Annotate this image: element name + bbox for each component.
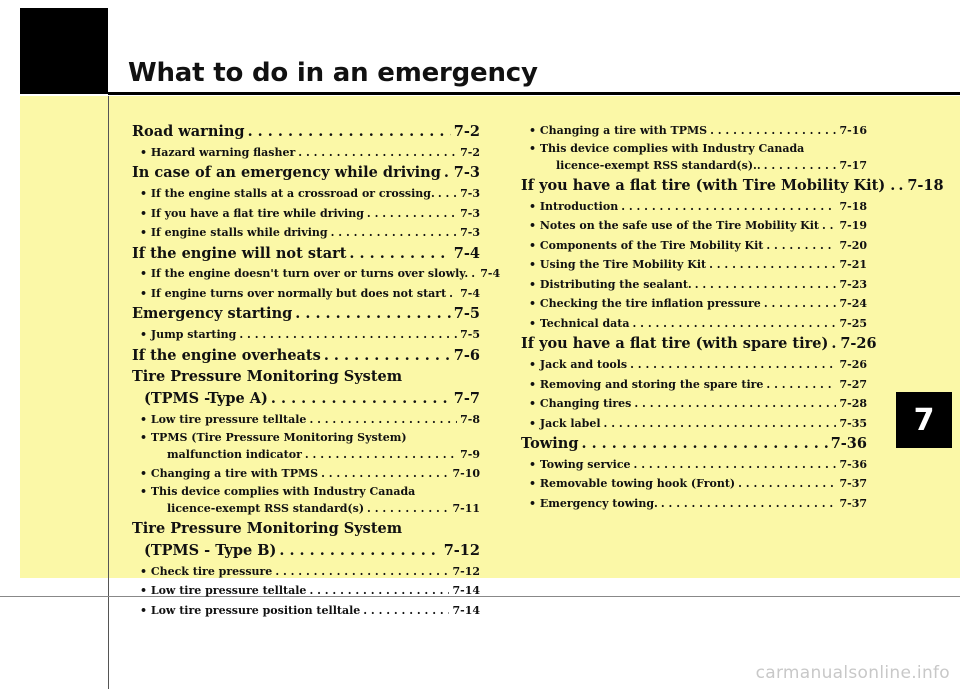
toc-page-number: 7-24 [839,297,867,311]
toc-subsection-entry[interactable] [132,284,480,304]
chapter-tab[interactable]: 7 [896,392,952,448]
dot-leader [766,375,836,395]
toc-page-number: 7-2 [460,145,480,159]
toc-page-number: 7-9 [460,447,480,461]
dot-leader [621,197,836,217]
toc-entry-label: • Hazard warning flasher [140,145,296,159]
toc-subsection-entry[interactable] [132,143,480,163]
toc-section-entry[interactable] [521,175,944,197]
toc-subsection-entry[interactable] [132,325,480,345]
toc-section-entry[interactable] [132,540,480,562]
toc-entry-label: • If engine stalls while driving [140,226,328,240]
dot-leader [449,284,457,304]
toc-subsection-entry[interactable] [132,581,480,601]
dot-leader [766,236,836,256]
toc-page-number: 7-27 [839,377,867,391]
dot-leader [248,121,451,143]
toc-entry-label: • Distributing the sealant. [529,277,692,291]
toc-page-number: 7-36 [830,435,867,453]
title-underline [108,92,960,95]
toc-page-number: 7-3 [460,187,480,201]
toc-entry-label: • Low tire pressure position telltale [140,603,361,617]
toc-page-number: 7-26 [839,358,867,372]
toc-subsection-entry[interactable] [521,121,867,141]
dot-leader [349,243,450,265]
toc-entry-label: • Emergency towing. [529,496,658,510]
dot-leader [581,433,827,455]
toc-page-number: 7-17 [839,158,867,172]
dot-leader [444,162,451,184]
toc-subsection-entry[interactable] [521,216,867,236]
toc-entry-label: • If the engine doesn't turn over or turns over slowly. [140,267,469,281]
toc-page-number: 7-2 [453,123,480,140]
toc-page-number: 7-12 [452,564,480,578]
dot-leader [309,581,449,601]
toc-subsection-entry[interactable] [521,455,867,475]
toc-page-number: 7-8 [460,413,480,427]
toc-page-number: 7-21 [839,258,867,272]
toc-page-number: 7-4 [480,267,501,281]
toc-entry-heading[interactable]: • This device complies with Industry Canada [140,484,416,498]
toc-subsection-entry[interactable] [132,562,480,582]
toc-entry-heading[interactable]: • This device complies with Industry Canada [529,141,805,155]
toc-page-number: 7-26 [840,335,877,353]
watermark: carmanualsonline.info [755,663,950,683]
toc-entry-label: • Removable towing hook (Front) [529,477,736,491]
toc-subsection-entry[interactable] [132,464,480,484]
toc-page-number: 7-28 [839,397,867,411]
toc-subsection-entry[interactable] [521,294,867,314]
toc-entry-label: (TPMS -Type A) [144,390,268,408]
toc-subsection-entry[interactable] [521,255,867,275]
toc-entry-label: licence-exempt RSS standard(s).. [556,158,761,172]
toc-entry-label: • Removing and storing the spare tire [529,377,764,391]
toc-section-entry[interactable] [132,345,480,367]
toc-section-entry[interactable] [132,388,480,410]
dot-leader [363,601,449,621]
dot-leader [279,540,440,562]
toc-entry-label: If you have a flat tire (with Tire Mobility Kit) . [521,177,896,194]
toc-entry-label: • Changing tires [529,397,632,411]
toc-subsection-entry[interactable] [521,156,867,176]
toc-subsection-entry[interactable] [521,355,867,375]
page-title: What to do in an emergency [128,58,538,88]
toc-page-number: 7-5 [460,328,480,342]
toc-page-number: 7-10 [452,467,480,481]
toc-subsection-entry[interactable] [521,474,867,494]
toc-entry-label: • Low tire pressure telltale [140,584,307,598]
toc-subsection-entry[interactable] [132,601,480,621]
toc-entry-label: • Check tire pressure [140,564,273,578]
dot-leader [295,303,451,325]
dot-leader [275,562,449,582]
dot-leader [331,223,458,243]
toc-page-number: 7-25 [839,316,867,330]
toc-entry-label: (TPMS - Type B) [144,541,277,559]
dot-leader [710,121,836,141]
toc-entry-label: • Technical data [529,316,630,330]
dot-leader [367,204,457,224]
toc-entry-heading[interactable]: • TPMS (Tire Pressure Monitoring System) [140,430,407,444]
toc-subsection-entry[interactable] [132,223,480,243]
toc-subsection-entry[interactable] [521,275,867,295]
toc-entry-heading[interactable]: Tire Pressure Monitoring System [132,520,403,538]
toc-entry-label: • Changing a tire with TPMS [529,124,708,137]
toc-entry-label: • Checking the tire inflation pressure [529,297,761,311]
dot-leader [634,394,836,414]
toc-entry-label: • Components of the Tire Mobility Kit [529,238,764,252]
dot-leader [271,388,451,410]
toc-entry-heading[interactable]: Tire Pressure Monitoring System [132,368,403,386]
dot-leader [764,294,837,314]
toc-page-number: 7-3 [453,164,480,182]
toc-entry-label: • Notes on the safe use of the Tire Mobility Kit [529,219,819,233]
toc-entry-label: Towing [521,435,579,453]
toc-page-number: 7-18 [907,177,944,194]
dot-leader [471,264,477,284]
toc-page-number: 7-6 [453,346,480,364]
dot-leader [321,464,449,484]
toc-entry-label: If the engine will not start [132,244,347,262]
toc-entry-label: malfunction indicator [167,447,302,461]
toc-page-number: 7-14 [452,603,480,617]
toc-subsection-entry[interactable] [521,375,867,395]
toc-subsection-entry[interactable] [132,204,480,224]
dot-leader [764,156,837,176]
toc-subsection-entry[interactable] [132,410,480,430]
dot-leader [695,275,837,295]
toc-entry-label: • Introduction [529,199,619,213]
dot-leader [898,175,904,197]
toc-section-entry[interactable] [132,303,480,325]
toc-subsection-entry[interactable] [521,197,867,217]
toc-entry-label: • Jack label [529,416,601,430]
toc-entry-label: • If engine turns over normally but does not start [140,286,447,300]
toc-page-number: 7-19 [839,219,867,233]
dot-leader [305,445,457,465]
toc-entry-label: Emergency starting [132,305,293,323]
dot-leader [709,255,836,275]
dot-leader [661,494,837,514]
toc-entry-label: If you have a flat tire (with spare tire) [521,335,829,353]
toc-section-entry[interactable] [132,121,480,143]
toc-page-number: 7-4 [460,286,480,300]
toc-page-number: 7-12 [443,541,480,559]
dot-leader [324,345,451,367]
toc-entry-label: licence-exempt RSS standard(s) [167,501,365,515]
toc-entry-label: • If the engine stalls at a crossroad or crossing. [140,187,435,201]
dot-leader [438,184,457,204]
toc-left-column [132,121,501,620]
dot-leader [738,474,836,494]
toc-page-number: 7-4 [453,244,480,262]
dot-leader [831,333,837,355]
toc-page-number: 7-16 [839,124,867,137]
toc-subsection-entry[interactable] [521,494,867,514]
toc-subsection-entry[interactable] [132,499,480,519]
dot-leader [634,455,837,475]
toc-page-number: 7-18 [839,199,867,213]
dot-leader [604,414,837,434]
dot-leader [822,216,836,236]
toc-subsection-entry[interactable] [132,445,480,465]
toc-page-number: 7-35 [839,416,867,430]
toc-section-entry[interactable] [132,162,480,184]
toc-page-number: 7-36 [839,457,867,471]
toc-page-number: 7-20 [839,238,867,252]
toc-right-column [521,121,944,513]
toc-entry-label: In case of an emergency while driving [132,164,441,182]
toc-section-entry[interactable] [521,333,877,355]
toc-entry-label: Road warning [132,123,245,140]
toc-page-number: 7-5 [453,305,480,323]
toc-subsection-entry[interactable] [521,394,867,414]
toc-page-number: 7-37 [839,477,867,491]
dot-leader [367,499,449,519]
toc-subsection-entry[interactable] [521,236,867,256]
toc-entry-label: If the engine overheats [132,346,321,364]
toc-entry-label: • Low tire pressure telltale [140,413,307,427]
toc-subsection-entry[interactable] [521,414,867,434]
toc-entry-label: • Jump starting [140,328,237,342]
toc-page-number: 7-11 [452,501,480,515]
toc-page-number: 7-23 [839,277,867,291]
toc-subsection-entry[interactable] [521,314,867,334]
dot-leader [298,143,457,163]
corner-black-block [20,8,108,94]
toc-page-number: 7-14 [452,584,480,598]
toc-section-entry[interactable] [521,433,867,455]
dot-leader [239,325,457,345]
toc-entry-label: • Changing a tire with TPMS [140,467,319,481]
toc-page-number: 7-3 [460,206,480,220]
toc-entry-label: • If you have a flat tire while driving [140,206,364,220]
toc-page-number: 7-3 [460,226,480,240]
toc-entry-label: • Towing service [529,457,631,471]
dot-leader [309,410,457,430]
toc-section-entry[interactable] [132,243,480,265]
toc-entry-label: • Using the Tire Mobility Kit [529,258,707,272]
toc-page-number: 7-37 [839,496,867,510]
dot-leader [633,314,837,334]
toc-entry-label: • Jack and tools [529,358,628,372]
margin-line [108,96,109,689]
toc-subsection-entry[interactable] [132,264,501,284]
dot-leader [630,355,836,375]
toc-subsection-entry[interactable] [132,184,480,204]
toc-page-number: 7-7 [453,390,480,408]
